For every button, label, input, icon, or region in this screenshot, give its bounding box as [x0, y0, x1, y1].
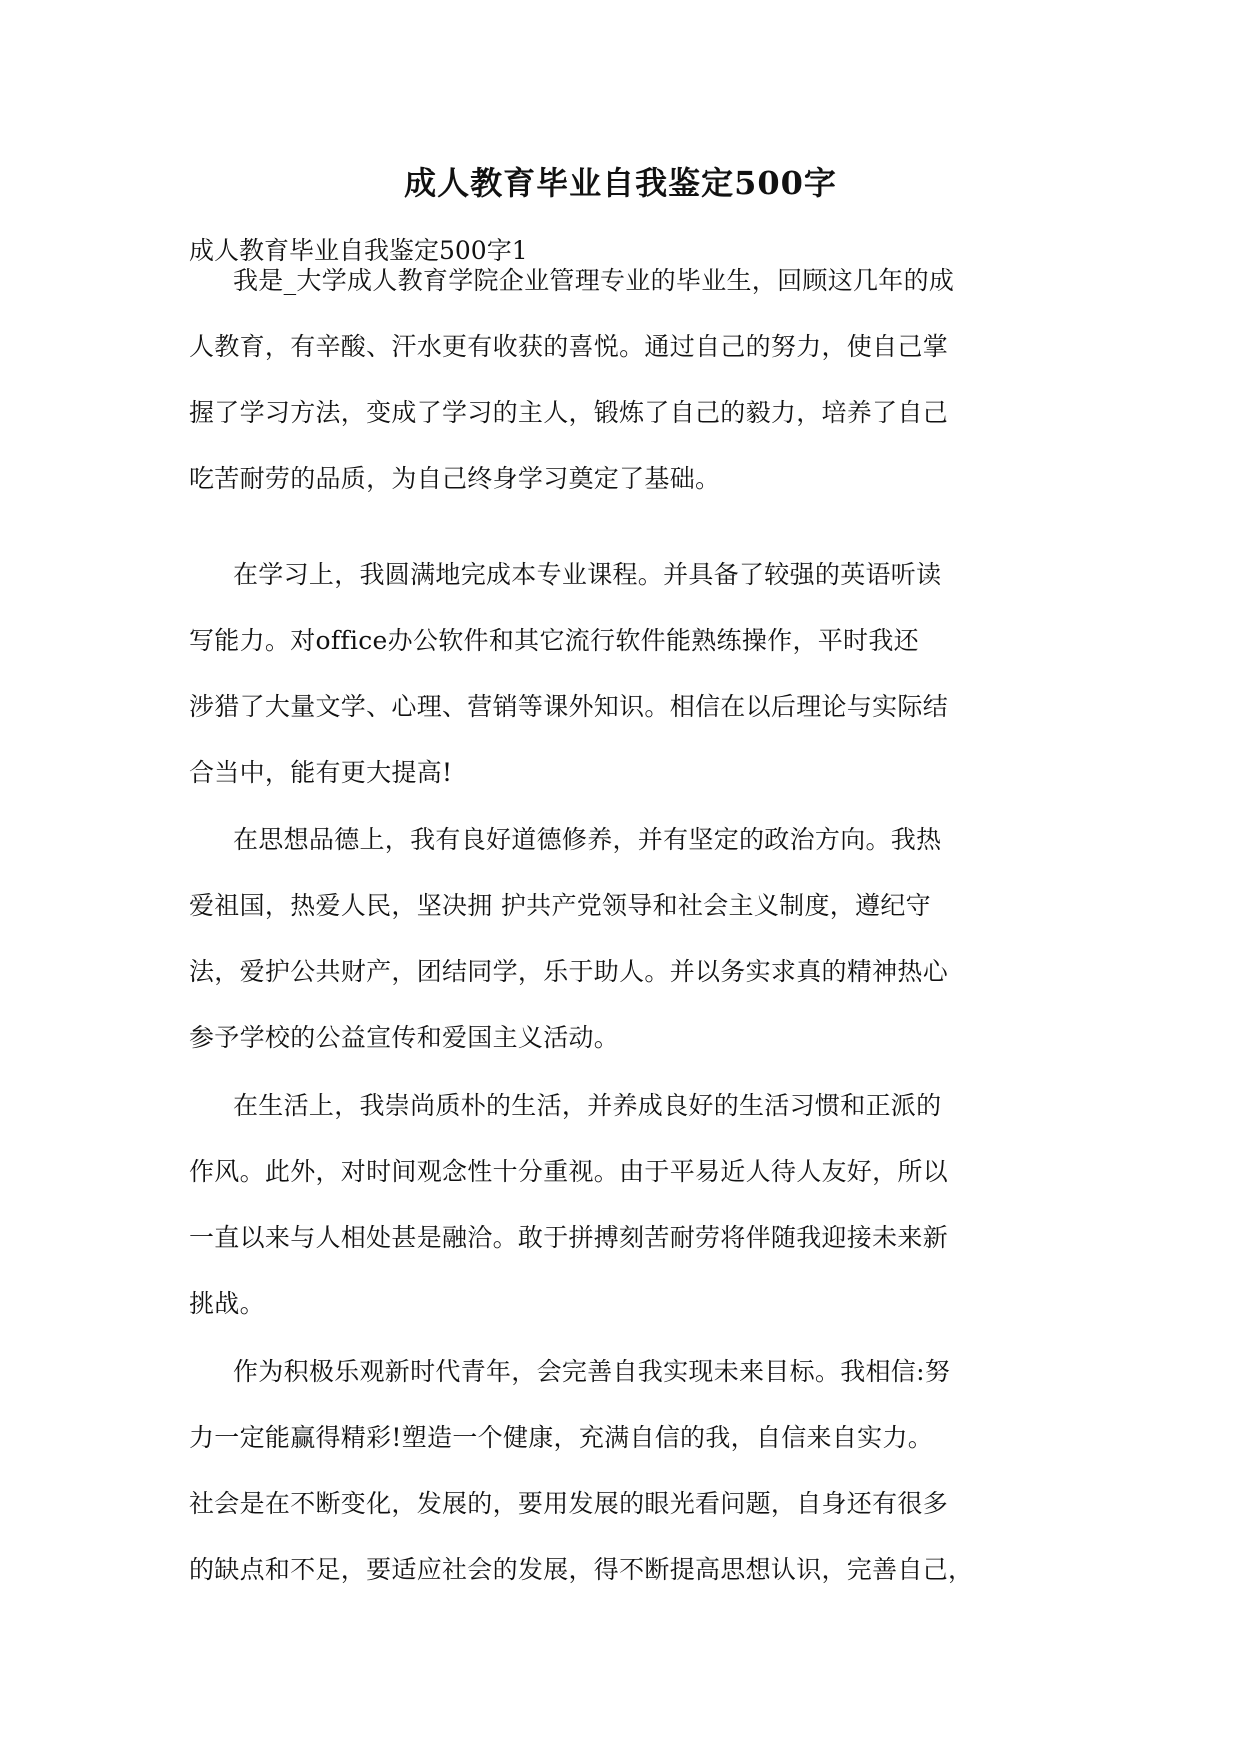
paragraph-line: 涉猎了大量文学、心理、营销等课外知识。相信在以后理论与实际结: [189, 692, 949, 721]
paragraph-4: [189, 1073, 1059, 1337]
document-subtitle: 成人教育毕业自我鉴定500字1: [189, 236, 528, 265]
paragraph-line: 在思想品德上，我有良好道德修养，并有坚定的政治方向。我热: [233, 825, 942, 854]
paragraph-line: 吃苦耐劳的品质，为自己终身学习奠定了基础。: [189, 464, 721, 493]
document-title: 成人教育毕业自我鉴定500字: [404, 164, 837, 202]
paragraph-line: 在生活上，我崇尚质朴的生活，并养成良好的生活习惯和正派的: [233, 1091, 942, 1120]
paragraph-line: 我是_大学成人教育学院企业管理专业的毕业生，回顾这几年的成: [233, 266, 955, 295]
paragraph-2: [189, 542, 1059, 806]
paragraph-line: 力一定能赢得精彩!塑造一个健康，充满自信的我，自信来自实力。: [189, 1423, 934, 1452]
paragraph-line: 在学习上，我圆满地完成本专业课程。并具备了较强的英语听读: [233, 560, 942, 589]
paragraph-line: 合当中，能有更大提高!: [189, 758, 453, 787]
paragraph-3: [189, 807, 1059, 1071]
paragraph-line: 人教育，有辛酸、汗水更有收获的喜悦。通过自己的努力，使自己掌: [189, 332, 949, 361]
paragraph-1: [189, 248, 1059, 512]
paragraph-line: 法，爱护公共财产，团结同学，乐于助人。并以务实求真的精神热心: [189, 957, 949, 986]
paragraph-line: 一直以来与人相处甚是融洽。敢于拼搏刻苦耐劳将伴随我迎接未来新: [189, 1223, 949, 1252]
paragraph-line: 的缺点和不足，要适应社会的发展，得不断提高思想认识，完善自己，: [189, 1555, 974, 1584]
paragraph-line: 挑战。: [189, 1289, 265, 1318]
paragraph-line: 写能力。对office办公软件和其它流行软件能熟练操作，平时我还: [189, 626, 919, 655]
paragraph-5: [189, 1339, 1059, 1603]
paragraph-line: 参予学校的公益宣传和爱国主义活动。: [189, 1023, 620, 1052]
paragraph-line: 作风。此外，对时间观念性十分重视。由于平易近人待人友好，所以: [189, 1157, 949, 1186]
paragraph-line: 社会是在不断变化，发展的，要用发展的眼光看问题，自身还有很多: [189, 1489, 949, 1518]
paragraph-line: 作为积极乐观新时代青年，会完善自我实现未来目标。我相信:努: [233, 1357, 951, 1386]
paragraph-line: 爱祖国，热爱人民，坚决拥 护共产党领导和社会主义制度，遵纪守: [189, 891, 931, 920]
paragraph-line: 握了学习方法，变成了学习的主人，锻炼了自己的毅力，培养了自己: [189, 398, 949, 427]
